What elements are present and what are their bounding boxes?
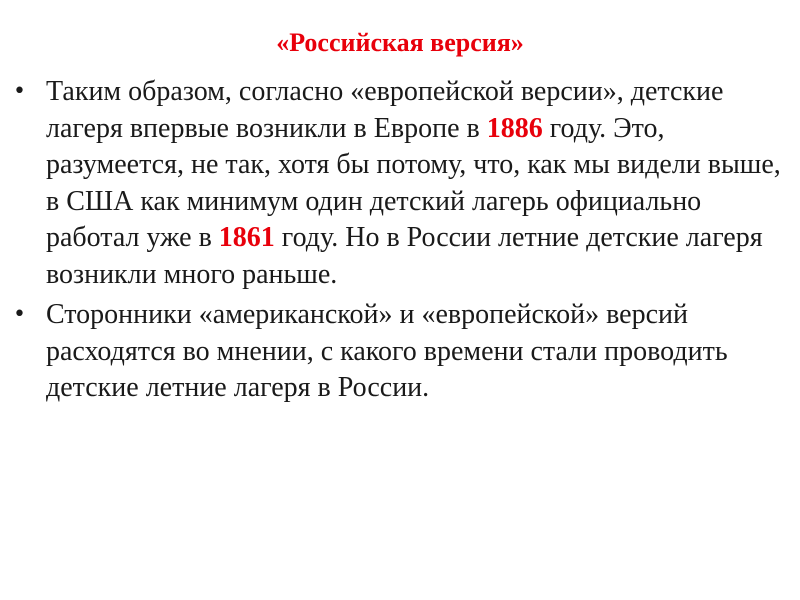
bullet-item bbox=[0, 297, 800, 407]
bullet-text: году. Но в России летние детские лагеря возникли много раньше. bbox=[46, 222, 763, 290]
bullet-icon: • bbox=[13, 302, 26, 327]
bullet-text: Таким образом, согласно «европейской версии», детские лагеря впервые возникли в Европе в bbox=[46, 76, 724, 144]
bullet-icon: • bbox=[13, 79, 26, 104]
bullet-item bbox=[0, 74, 800, 293]
slide-title: «Российская версия» bbox=[276, 28, 524, 57]
bullet-text: Сторонники «американской» и «европейской» версий расходятся во мнении, с какого времени стали проводить детские летние лагеря в России. bbox=[46, 299, 728, 403]
highlighted-year: 1886 bbox=[486, 112, 543, 144]
highlighted-year: 1861 bbox=[218, 222, 275, 253]
bullet-list bbox=[0, 74, 800, 407]
bullet-text: году. Это, разумеется, не так, хотя бы потому, что, как мы видели выше, в США как минимум один детский лагерь официально работал уже в bbox=[46, 112, 781, 253]
